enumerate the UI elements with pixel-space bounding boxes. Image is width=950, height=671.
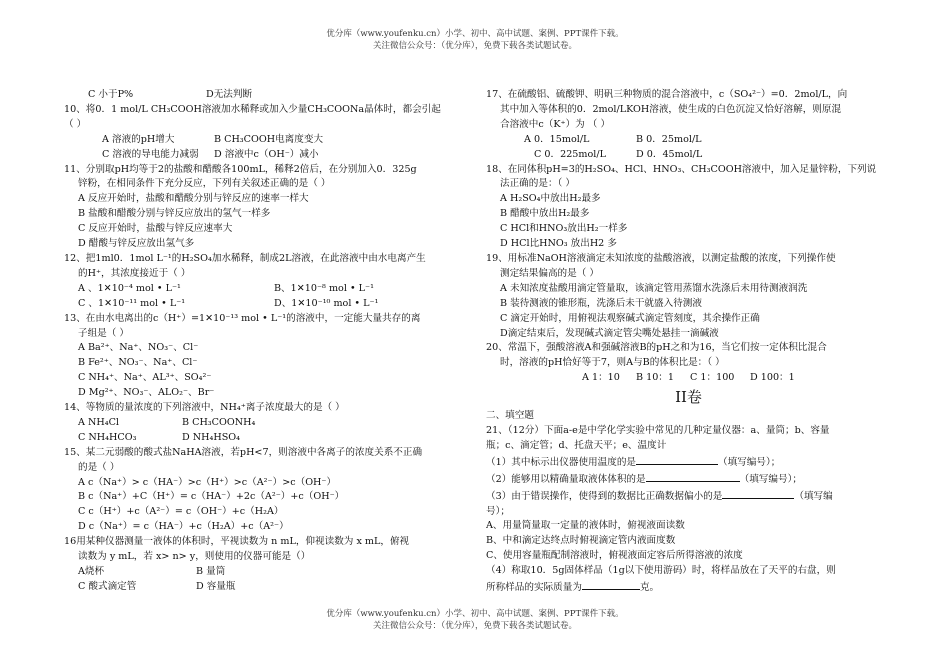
q13-option-a: A Ba²⁺、Na⁺、NO₃⁻、Cl⁻ (78, 342, 199, 354)
q16-option-a: A烧杯 (78, 566, 105, 577)
q21-part-2-text: （2）能够用以精确量取液体体积的是 (486, 473, 646, 485)
q19-option-d: D滴定结束后，发现碱式滴定管尖嘴处悬挂一滴碱液 (500, 327, 719, 339)
q13-text-2: 子组是（ ） (78, 327, 130, 339)
q18-option-a: A H₂SO₄中放出H₂最多 (500, 193, 601, 205)
q17-text-2: 其中加入等体积的0．2mol/LKOH溶液，使生成的白色沉淀又恰好溶解，则原混 (500, 103, 842, 115)
q15-text-2: 的是（ ） (78, 461, 120, 473)
q21-part-3 (486, 488, 891, 505)
q19-option-b: B 装待测液的锥形瓶，洗涤后未干就盛入待测液 (500, 297, 702, 309)
q21-part-4-line-1: （4）称取10．5g固体样品（1g以下使用游码）时，将样品放在了天平的右盘，则 (486, 565, 836, 577)
q21-part-4-answer-blank[interactable] (582, 579, 640, 590)
q13-option-c: C NH₄⁺、Na⁺、AL³⁺、SO₄²⁻ (78, 372, 212, 384)
q20-options (486, 371, 891, 386)
q15-option-c: C c（H⁺）+c（A²⁻）= c（OH⁻）+c（H₂A） (78, 506, 284, 518)
q17-option-c: C 0．225mol/L (534, 148, 606, 160)
q10-text-2: （ ） (64, 118, 87, 130)
q9-option-d: D无法判断 (206, 89, 253, 100)
q14-option-b: B CH₃COONH₄ (182, 416, 256, 428)
right-column (486, 88, 891, 596)
footer-line-2: 关注微信公众号：（优分库），免费下载各类试题试卷。 (372, 621, 577, 631)
q20-option-b: B 10：1 (636, 372, 675, 384)
q21-part-2 (486, 471, 891, 488)
q21-part-3-answer-blank[interactable] (722, 488, 794, 499)
q9-option-c: C 小于P% (88, 89, 134, 100)
q17-text-3: 合溶液中c（K⁺）为 （ ） (500, 118, 611, 130)
q15-option-a: A c（Na⁺）> c（HA⁻）>c（H⁺）>c（A²⁻）>c（OH⁻） (78, 476, 337, 488)
q16-option-d: D 容量瓶 (196, 580, 236, 592)
q19-text-1: 19、用标准NaOH溶液滴定未知浓度的盐酸溶液，以测定盐酸的浓度，下列操作使 (486, 252, 836, 264)
q11-option-c: C 反应开始时，盐酸与锌反应速率大 (78, 223, 233, 235)
q18-text-1: 18、在同体积pH=3的H₂SO₄、HCl、HNO₃、CH₃COOH溶液中，加入足量锌粉，下列说 (486, 163, 877, 175)
part-fill-in-title: 二、填空题 (486, 410, 534, 422)
q21-part-3-text: （3）由于错误操作，使得到的数据比正确数据偏小的是 (486, 490, 723, 502)
q19-text-2: 测定结果偏高的是（ ） (500, 267, 599, 279)
q14-option-d: D NH₄HSO₄ (182, 431, 240, 443)
q17-option-b: B 0．25mol/L (636, 133, 702, 145)
q12-option-c: C 、1✕10⁻¹¹ mol • L⁻¹ (78, 297, 186, 309)
q17-option-d: D 0．45mol/L (636, 148, 703, 160)
q21-option-b: B、中和滴定达终点时俯视滴定管内液面度数 (486, 535, 676, 547)
q21-option-a: A、用量筒量取一定量的液体时，俯视液面读数 (486, 520, 685, 532)
q11-option-b: B 盐酸和醋酸分别与锌反应放出的氢气一样多 (78, 208, 271, 220)
q12-option-a: A 、1✕10⁻⁴ mol • L⁻¹ (78, 282, 181, 294)
q12-options-ab (64, 282, 476, 297)
q18-option-b: B 醋酸中放出H₂最多 (500, 208, 590, 220)
q21-part-1-answer-blank[interactable] (636, 454, 718, 465)
q12-option-d: D、1✕10⁻¹⁰ mol • L⁻¹ (274, 297, 379, 309)
q20-option-a: A 1：10 (582, 372, 620, 384)
page-footer (0, 608, 950, 632)
q21-part-4-line-2 (486, 579, 891, 596)
q21-option-c: C、使用容量瓶配制溶液时，俯视液面定容后所得溶液的浓度 (486, 550, 743, 562)
q20-option-d: D 100：1 (750, 372, 795, 384)
q21-part-4-suffix: 克。 (639, 582, 660, 594)
q21-part-2-suffix: （填写编号）； (739, 473, 802, 485)
q15-option-d: D c（Na⁺）= c（HA⁻）+c（H₂A）+c（A²⁻） (78, 521, 289, 533)
q17-option-a: A 0．15mol/L (524, 133, 590, 145)
q16-options-cd (64, 580, 476, 595)
q10-option-b: B CH₃COOH电离度变大 (214, 133, 324, 145)
header-line-2: 关注微信公众号：（优分库），免费下载各类试题试卷。 (372, 41, 577, 51)
q18-option-c: C HCl和HNO₃放出H₂一样多 (500, 223, 628, 235)
q13-option-d: D Mg²⁺、NO₃⁻、ALO₂⁻、Br⁻ (78, 387, 215, 399)
q14-options-cd (64, 431, 476, 446)
q14-text: 14、等物质的量浓度的下列溶液中，NH₄⁺离子浓度最大的是（ ） (64, 402, 345, 414)
q19-option-a: A 未知浓度盐酸用滴定管量取，该滴定管用蒸馏水洗涤后未用待测液润洗 (500, 282, 808, 294)
q18-text-2: 法正确的是：（ ） (500, 178, 575, 190)
section-title-ii: II卷 (675, 388, 702, 407)
q21-text-2: 瓶；c、滴定管；d、托盘天平；e、温度计 (486, 439, 667, 451)
q13-text-1: 13、在由水电离出的c（H⁺）=1✕10⁻¹³ mol • L⁻¹的溶液中，一定能大量共存的离 (64, 312, 421, 324)
q18-option-d: D HCl比HNO₃ 放出H2 多 (500, 238, 617, 250)
q21-part-1 (486, 454, 891, 471)
q16-options-ab (64, 565, 476, 580)
q10-options-cd (64, 148, 476, 163)
q10-text-1: 10、将0．1 mol/L CH₃COOH溶液加水稀释或加入少量CH₃COONa晶体时，都会引起 (64, 103, 441, 115)
q14-options-ab (64, 416, 476, 431)
q11-text-1: 11、分别取pH均等于2的盐酸和醋酸各100mL，稀释2倍后，在分别加入0．325g (64, 163, 417, 175)
q11-text-2: 锌粉，在相同条件下充分反应，下列有关叙述正确的是（ ） (78, 178, 331, 190)
q16-text-1: 16用某种仪器测量一液体的体积时，平视读数为 n mL，仰视读数为 x mL，俯视 (64, 536, 410, 548)
q14-option-c: C NH₄HCO₃ (78, 431, 137, 443)
q14-option-a: A NH₄Cl (78, 416, 119, 428)
q16-text-2: 读数为 y mL，若 x> n> y，则使用的仪器可能是（） (78, 551, 311, 563)
q21-part-3-cont: 号）； (486, 505, 510, 517)
q10-option-d: D 溶液中c（OH⁻）减小 (214, 148, 319, 160)
q12-text-2: 的H⁺，其浓度接近于（ ） (78, 267, 191, 279)
q19-option-c: C 滴定开始时，用俯视法观察碱式滴定管刻度，其余操作正确 (500, 312, 760, 324)
q20-text-2: 时，溶液的pH恰好等于7，则A与B的体积比是：（ ） (500, 357, 725, 369)
q20-option-c: C 1：100 (690, 372, 735, 384)
q21-part-1-suffix: （填写编号）； (718, 456, 781, 468)
q21-part-2-answer-blank[interactable] (646, 471, 740, 482)
footer-line-1: 优分库（www.youfenku.cn）小学、初中、高中试题、案例、PPT课件下载。 (326, 609, 624, 619)
q13-option-b: B Fe²⁺、NO₃⁻、Na⁺、Cl⁻ (78, 357, 198, 369)
q21-part-3-suffix: （填写编 (794, 490, 833, 502)
q17-options-ab (486, 133, 891, 148)
q11-option-a: A 反应开始时，盐酸和醋酸分别与锌反应的速率一样大 (78, 193, 309, 205)
q16-option-b: B 量筒 (196, 566, 226, 577)
q17-text-1: 17、在硫酸铝、硫酸钾、明矾三种物质的混合溶液中，c（SO₄²⁻）=0．2mol/L，向 (486, 89, 848, 100)
q10-option-a: A 溶液的pH增大 (102, 133, 175, 145)
left-column (64, 88, 476, 595)
q12-option-b: B、1✕10⁻⁸ mol • L⁻¹ (274, 282, 374, 294)
q10-options-ab (64, 133, 476, 148)
q15-option-b: B c（Na⁺）+C（H⁺）= c（HA⁻）+2c（A²⁻）+c（OH⁻） (78, 491, 345, 503)
q15-text-1: 15、某二元弱酸的酸式盐NaHA溶液，若pH<7，则溶液中各离子的浓度关系不正确 (64, 446, 423, 458)
q12-text-1: 12、把1ml0．1mol L⁻¹的H₂SO₄加水稀释，制成2L溶液，在此溶液中由水电离产生 (64, 252, 426, 264)
q17-options-cd (486, 148, 891, 163)
header-line-1: 优分库（www.youfenku.cn）小学、初中、高中试题、案例、PPT课件下载。 (326, 29, 624, 39)
q20-text-1: 20、常温下，强酸溶液A和强碱溶液B的pH之和为16，当它们按一定体积比混合 (486, 342, 827, 354)
q21-text-1: 21、（12分）下面a-e是中学化学实验中常见的几种定量仪器：a、量筒；b、容量 (486, 425, 830, 437)
q21-part-1-text: （1）其中标示出仪器使用温度的是 (486, 456, 637, 468)
page-header (0, 28, 950, 52)
q11-option-d: D 醋酸与锌反应放出氢气多 (78, 238, 195, 250)
q16-option-c: C 酸式滴定管 (78, 580, 137, 592)
q9-options (64, 88, 476, 103)
q21-part-4-text: 所称样品的实际质量为 (486, 582, 582, 594)
q10-option-c: C 溶液的导电能力减弱 (102, 148, 199, 160)
q12-options-cd (64, 297, 476, 312)
